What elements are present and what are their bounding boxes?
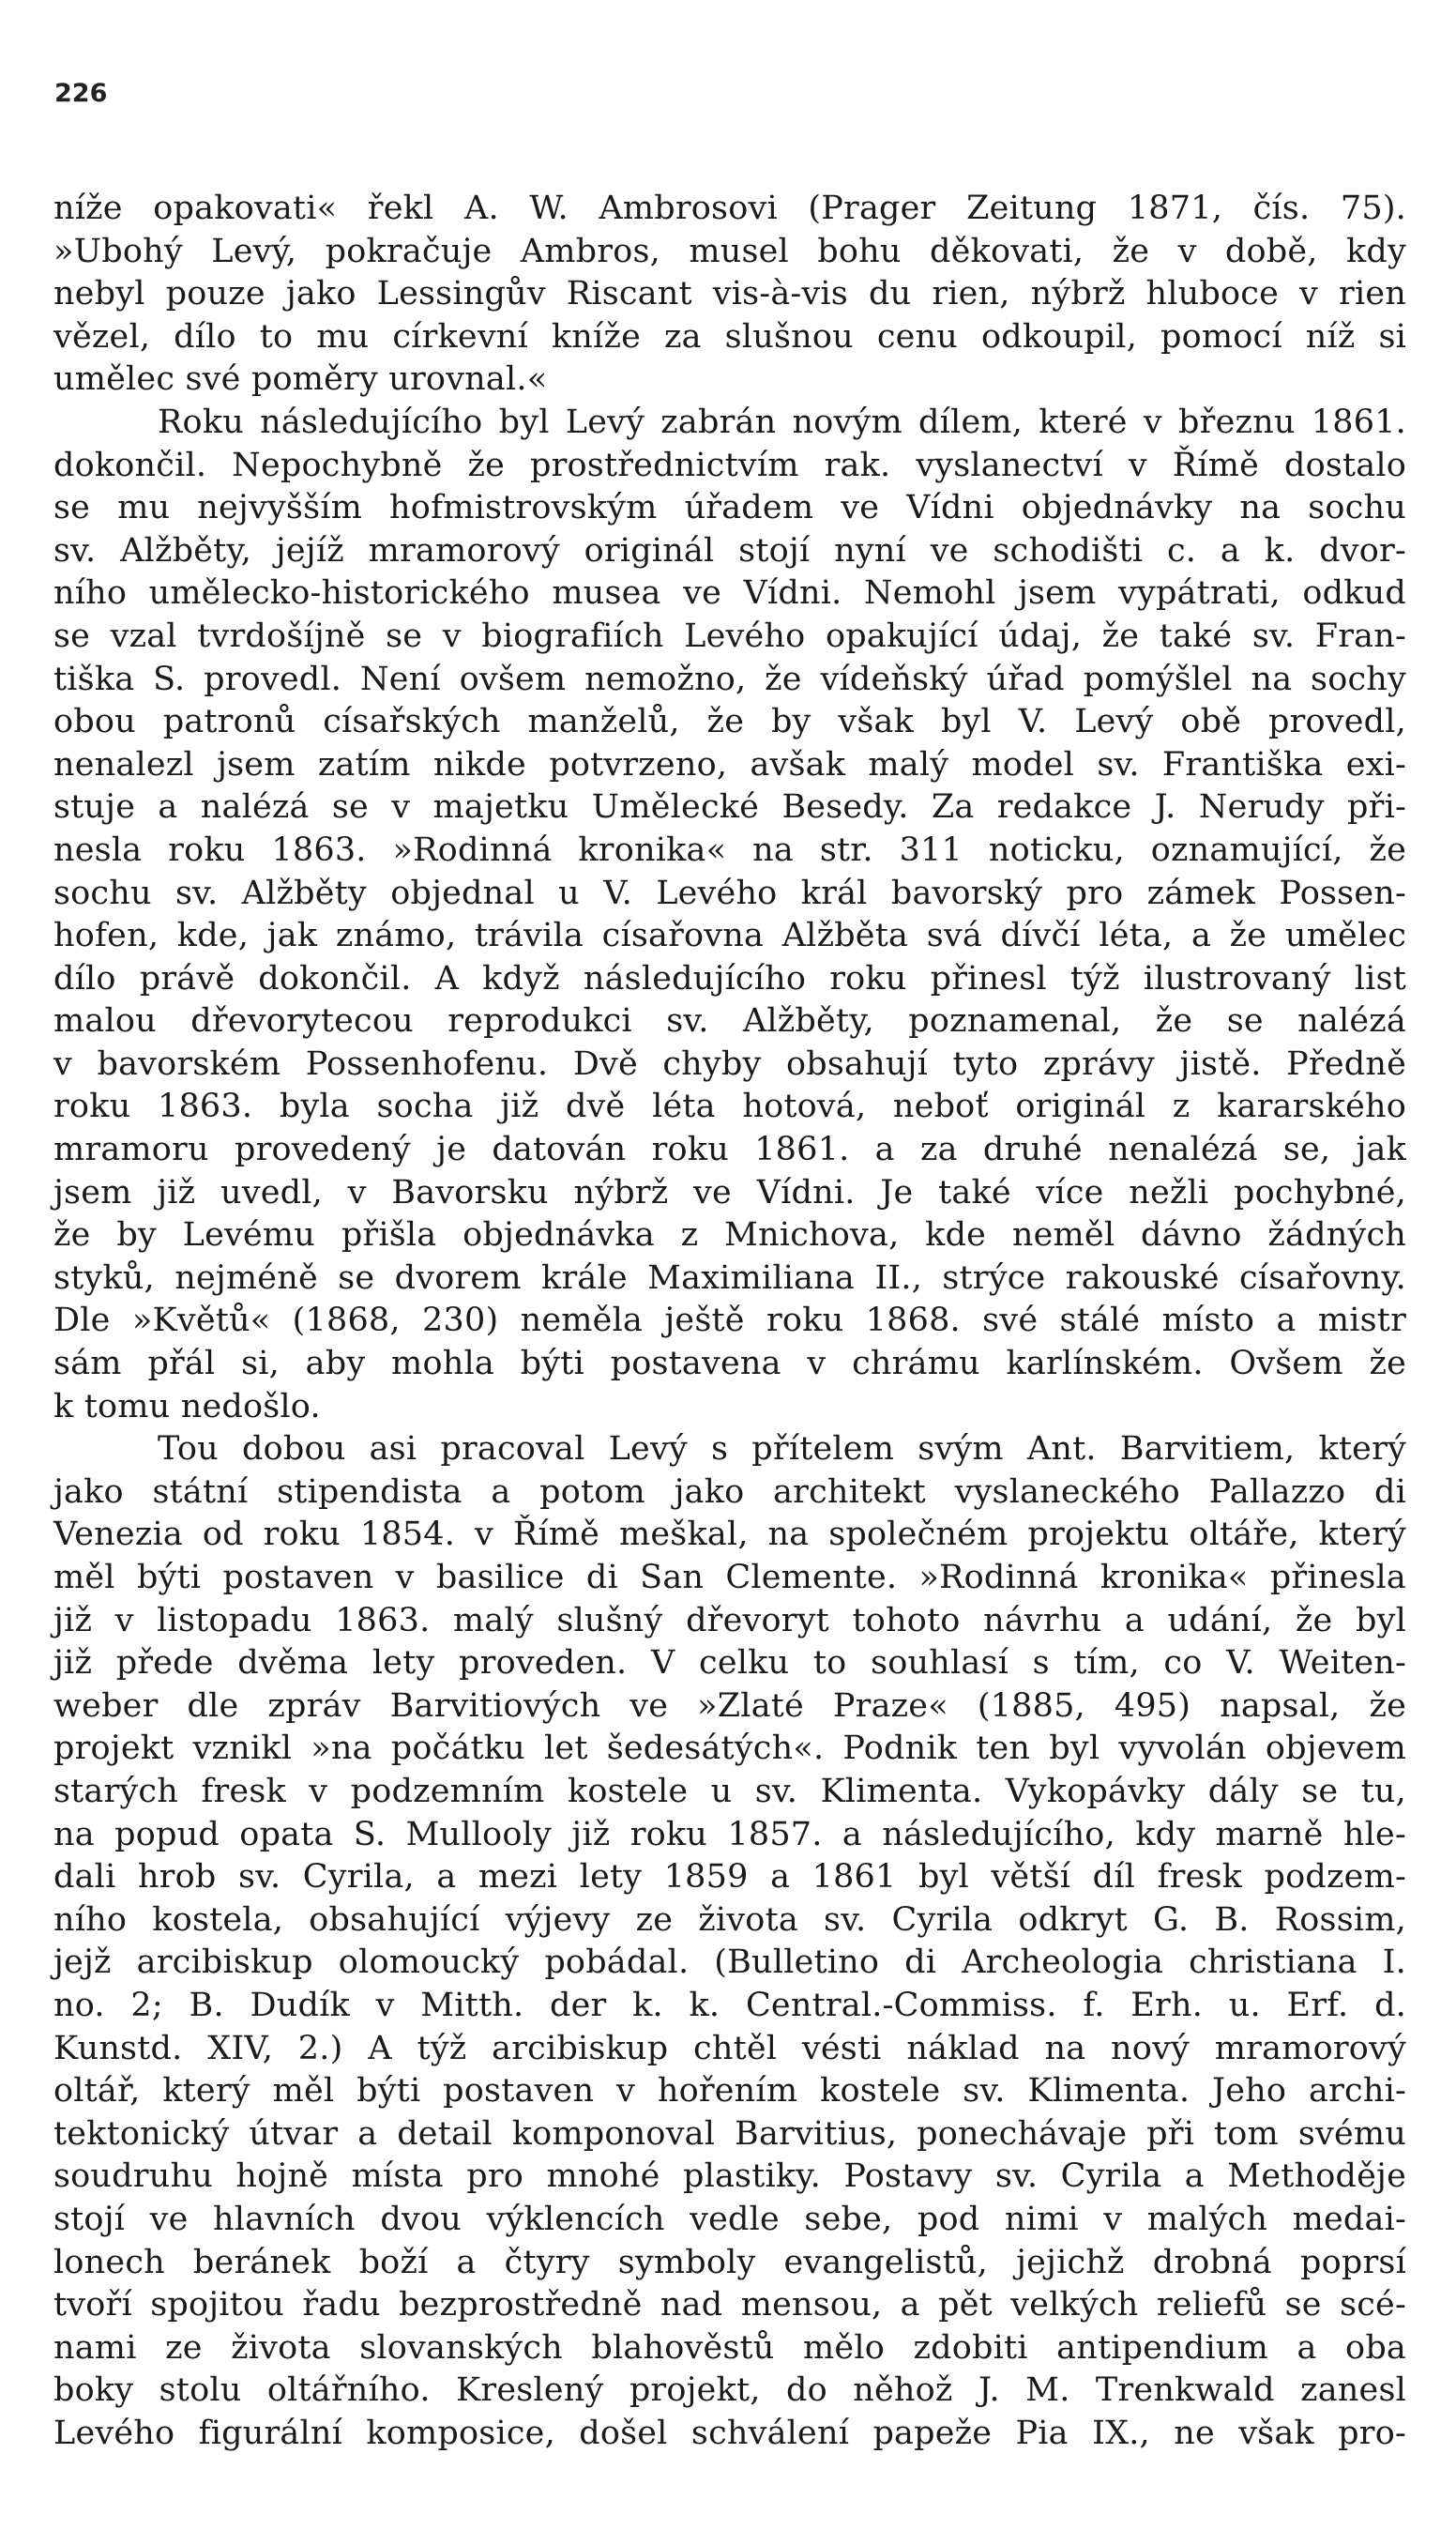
text-line: níže opakovati« řekl A. W. Ambrosovi (Prager Zeitung 1871, čís. 75). [53, 190, 1406, 227]
text-line: boky stolu oltářního. Kreslený projekt, do něhož J. M. Trenkwald zanesl [53, 2371, 1406, 2410]
text-line: na popud opata S. Mullooly již roku 1857. a následujícího, kdy marně hle- [53, 1815, 1406, 1853]
body-text [53, 188, 1406, 2455]
text-line: tektonický útvar a detail komponoval Barvitius, ponechávaje při tom svému [53, 2114, 1406, 2153]
text-line: roku 1863. byla socha již dvě léta hotová, neboť originál z kararského [53, 1088, 1406, 1126]
text-line: »Ubohý Levý, pokračuje Ambros, musel bohu děkovati, že v době, kdy [53, 232, 1406, 270]
text-line: projekt vznikl »na počátku let šedesátých«. Podnik ten byl vyvolán objevem [53, 1730, 1406, 1768]
text-line: sv. Alžběty, jejíž mramorový originál stojí nyní ve schodišti c. a k. dvor- [53, 531, 1406, 570]
text-line: již přede dvěma lety proveden. V celku to souhlasí s tím, co V. Weiten- [53, 1644, 1406, 1683]
text-line: jako státní stipendista a potom jako architekt vyslaneckého Pallazzo di [53, 1472, 1406, 1511]
text-line: tiška S. provedl. Není ovšem nemožno, že vídeňský úřad pomýšlel na sochy [53, 660, 1406, 698]
text-line: stuje a nalézá se v majetku Umělecké Besedy. Za redakce J. Nerudy při- [53, 788, 1406, 827]
text-line: no. 2; B. Dudík v Mitth. der k. k. Central.-Commiss. f. Erh. u. Erf. d. [53, 1986, 1406, 2024]
text-line: nenalezl jsem zatím nikde potvrzeno, avšak malý model sv. Františka exi- [53, 745, 1406, 784]
text-line: dokončil. Nepochybně že prostřednictvím rak. vyslanectví v Římě dostalo [53, 446, 1406, 484]
page-number: 226 [54, 79, 108, 108]
text-line: jejž arcibiskup olomoucký pobádal. (Bulletino di Archeologia christiana I. [53, 1943, 1406, 1982]
text-line: dílo právě dokončil. A když následujícího roku přinesl týž ilustrovaný list [53, 959, 1406, 998]
text-line: Venezia od roku 1854. v Římě meškal, na společném projektu oltáře, který [53, 1516, 1406, 1554]
text-line: sochu sv. Alžběty objednal u V. Levého král bavorský pro zámek Possen- [53, 874, 1406, 912]
text-line: tvoří spojitou řadu bezprostředně nad mensou, a pět velkých reliefů se scé- [53, 2286, 1406, 2324]
text-line: se vzal tvrdošíjně se v biografiích Levého opakující údaj, že také sv. Fran- [53, 617, 1406, 655]
text-line: Tou dobou asi pracoval Levý s přítelem svým Ant. Barvitiem, který [158, 1430, 1406, 1469]
text-line: Roku následujícího byl Levý zabrán novým dílem, které v březnu 1861. [158, 403, 1406, 441]
text-line: nebyl pouze jako Lessingův Riscant vis-à-vis du rien, nýbrž hluboce v rien [53, 275, 1406, 313]
text-line: Levého figurální komposice, došel schválení papeže Pia IX., ne však pro- [53, 2414, 1406, 2452]
text-line: umělec své poměry urovnal.« [53, 360, 548, 399]
text-line: vězel, dílo to mu církevní kníže za slušnou cenu odkoupil, pomocí níž si [53, 317, 1406, 356]
text-line: ního umělecko-historického musea ve Vídni. Nemohl jsem vypátrati, odkud [53, 574, 1406, 613]
text-line: Dle »Květů« (1868, 230) neměla ještě roku 1868. své stálé místo a mistr [53, 1302, 1406, 1340]
text-line: soudruhu hojně místa pro mnohé plastiky. Postavy sv. Cyrila a Methoděje [53, 2157, 1406, 2196]
text-line: styků, nejméně se dvorem krále Maximiliana II., strýce rakouské císařovny. [53, 1258, 1406, 1297]
text-line: hofen, kde, jak známo, trávila císařovna Alžběta svá dívčí léta, a že umělec [53, 917, 1406, 955]
text-line: lonech beránek boží a čtyry symboly evangelistů, jejichž drobná poprsí [53, 2243, 1406, 2281]
text-line: nesla roku 1863. »Rodinná kronika« na str. 311 noticku, oznamující, že [53, 831, 1406, 869]
text-line: obou patronů císařských manželů, že by však byl V. Levý obě provedl, [53, 703, 1406, 741]
text-line: malou dřevorytecou reprodukci sv. Alžběty, poznamenal, že se nalézá [53, 1002, 1406, 1041]
text-line: dali hrob sv. Cyrila, a mezi lety 1859 a 1861 byl větší díl fresk podzem- [53, 1858, 1406, 1897]
text-line: že by Levému přišla objednávka z Mnichova, kde neměl dávno žádných [53, 1216, 1406, 1255]
text-line: již v listopadu 1863. malý slušný dřevoryt tohoto návrhu a udání, že byl [53, 1601, 1406, 1639]
text-line: nami ze života slovanských blahověstů mělo zdobiti antipendium a oba [53, 2328, 1406, 2367]
text-line: k tomu nedošlo. [53, 1387, 321, 1425]
text-line: Kunstd. XIV, 2.) A týž arcibiskup chtěl vésti náklad na nový mramorový [53, 2029, 1406, 2067]
text-line: weber dle zpráv Barvitiových ve »Zlaté Praze« (1885, 495) napsal, že [53, 1686, 1406, 1725]
text-line: ního kostela, obsahující výjevy ze života sv. Cyrila odkryt G. B. Rossim, [53, 1900, 1406, 1939]
text-line: oltář, který měl býti postaven v hořením kostele sv. Klimenta. Jeho archi- [53, 2072, 1406, 2111]
text-line: jsem již uvedl, v Bavorsku nýbrž ve Vídni. Je také více nežli pochybné, [53, 1173, 1406, 1212]
text-line: měl býti postaven v basilice di San Clemente. »Rodinná kronika« přinesla [53, 1559, 1406, 1596]
text-line: starých fresk v podzemním kostele u sv. Klimenta. Vykopávky dály se tu, [53, 1772, 1406, 1810]
text-line: mramoru provedený je datován roku 1861. a za druhé nenalézá se, jak [53, 1131, 1406, 1169]
text-line: se mu nejvyšším hofmistrovským úřadem ve Vídni objednávky na sochu [53, 489, 1406, 527]
text-line: v bavorském Possenhofenu. Dvě chyby obsahují tyto zprávy jistě. Předně [53, 1044, 1406, 1083]
text-line: stojí ve hlavních dvou výklencích vedle sebe, pod nimi v malých medai- [53, 2200, 1406, 2238]
text-line: sám přál si, aby mohla býti postavena v chrámu karlínském. Ovšem že [53, 1345, 1406, 1383]
